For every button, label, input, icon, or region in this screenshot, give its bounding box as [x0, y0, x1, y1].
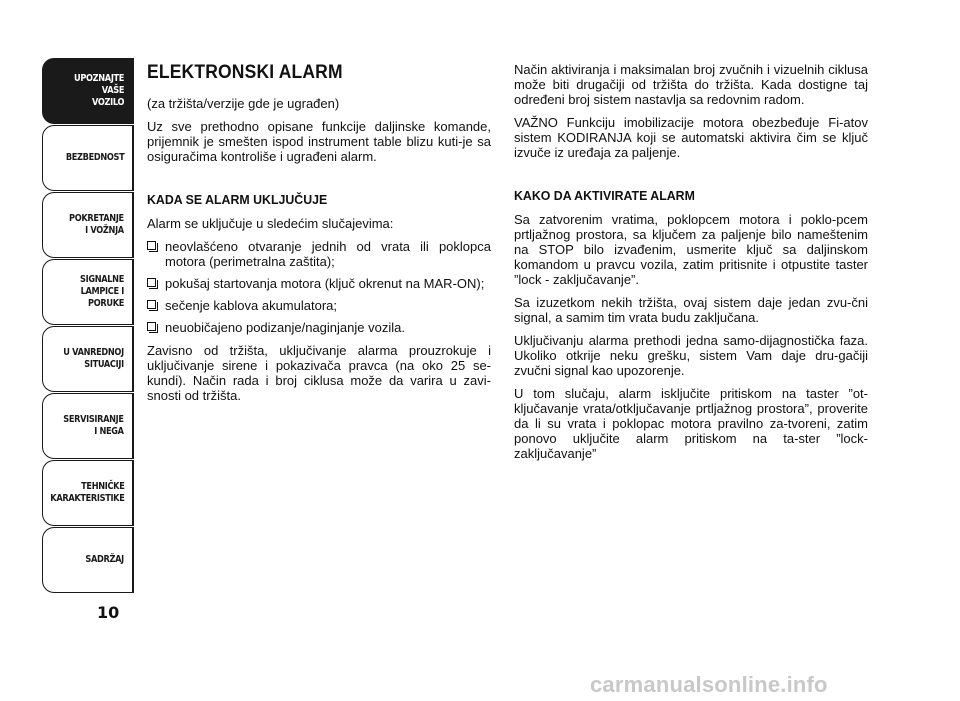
intro-paragraph: Uz sve prethodno opisane funkcije daljinske komande, prijemnik je smešten ispod instrument table blizu kuti-je sa osiguračima kontroliše i ugrađeni alarm.: [147, 119, 491, 164]
tab-pokretanje-i-voznja[interactable]: [42, 192, 134, 258]
paragraph: U tom slučaju, alarm isključite pritiskom na taster ”ot-ključavanje vrata/otključavanje prtljažnog prostora”, proverite da li su vrata i poklopac motora pravilno za-tvoreni, zatim ponovo uključite alarm pritiskom na ta-ster ”lock-zaključavanje”: [514, 386, 868, 461]
section-intro: Alarm se uključuje u sledećim slučajevima:: [147, 216, 394, 231]
page-number: 10: [97, 603, 120, 622]
tab-label: BEZBEDNOST: [65, 152, 124, 163]
list-item-text: pokušaj startovanja motora (ključ okrenut na MAR-ON);: [165, 276, 485, 291]
tab-bezbednost[interactable]: [42, 125, 134, 191]
tab-label: UPOZNAJTE VAŠE VOZILO: [73, 73, 124, 108]
tab-label: SIGNALNE LAMPICE I PORUKE: [80, 274, 124, 309]
list-item: [147, 239, 491, 269]
spacer: [147, 172, 491, 192]
checkbox-icon: [147, 322, 156, 331]
tab-label: SERVISIRANJE I NEGA: [63, 414, 124, 437]
spacer: [514, 168, 868, 188]
tab-u-vanrednoj-situaciji[interactable]: [42, 326, 134, 392]
list-item-text: sečenje kablova akumulatora;: [165, 298, 337, 313]
paragraph: Sa zatvorenim vratima, poklopcem motora i poklo-pcem prtljažnog prostora, sa ključem za paljenje bilo nameštenim na STOP bilo izvađenim, usmerite ključ sa daljinskom komandom u pravcu vozila, zatim pritisnite i otpustite taster ”lock - zaključavanje”.: [514, 212, 868, 287]
watermark: carmanualsonline.info: [590, 672, 828, 697]
checkbox-icon: [147, 241, 156, 250]
paragraph: VAŽNO Funkciju imobilizacije motora obezbeđuje Fi-atov sistem KODIRANJA koji se automatski aktivira čim se ključ izvuče iz uređaja za paljenje.: [514, 115, 868, 160]
checkbox-icon: [147, 278, 156, 287]
trigger-list: [147, 239, 491, 335]
subtitle: (za tržišta/verzije gde je ugrađen): [147, 96, 340, 111]
tab-label: TEHNIČKE KARAKTERISTIKE: [49, 481, 124, 504]
left-column: [147, 62, 491, 411]
page-title: ELEKTRONSKI ALARM: [147, 62, 343, 83]
tab-tehnicke-karakteristike[interactable]: [42, 460, 134, 526]
list-item: [147, 276, 491, 291]
tab-label: SADRŽAJ: [85, 554, 124, 565]
section-title-alarm-activation: KADA SE ALARM UKLJUČUJE: [147, 192, 328, 207]
tab-upoznajte-vase-vozilo[interactable]: [42, 58, 134, 124]
paragraph: Uključivanju alarma prethodi jedna samo-dijagnostička faza. Ukoliko otkrije neku grešku, sistem Vam daje dru-gačiji zvučni signal kao upozorenje.: [514, 333, 868, 378]
checkbox-icon: [147, 300, 156, 309]
section-title-how-to-activate: KAKO DA AKTIVIRATE ALARM: [514, 188, 695, 203]
closing-paragraph: Zavisno od tržišta, uključivanje alarma prouzrokuje i uključivanje sirene i pokazivača pravca (na oko 25 se-kundi). Način rada i broj ciklusa može da varira u zavi-snosti od tržišta.: [147, 343, 491, 403]
tab-label: U VANREDNOJ SITUACIJI: [63, 347, 124, 370]
list-item: [147, 298, 491, 313]
tab-signalne-lampice[interactable]: [42, 259, 134, 325]
paragraph: Način aktiviranja i maksimalan broj zvučnih i vizuelnih ciklusa može biti drugačiji od tržišta do tržišta. Kada dostigne taj određeni broj sistem nastavlja sa redovnim radom.: [514, 62, 868, 107]
tab-servisiranje-i-nega[interactable]: [42, 393, 134, 459]
list-item-text: neuobičajeno podizanje/naginjanje vozila.: [165, 320, 405, 335]
right-column: [514, 62, 868, 469]
paragraph: Sa izuzetkom nekih tržišta, ovaj sistem daje jedan zvu-čni signal, a samim tim vrata budu zaključana.: [514, 295, 868, 325]
tab-label: POKRETANJE I VOŽNJA: [69, 213, 124, 236]
tab-sadrzaj[interactable]: [42, 527, 134, 593]
list-item: [147, 320, 491, 335]
list-item-text: neovlašćeno otvaranje jednih od vrata ili poklopca motora (perimetralna zaštita);: [165, 239, 491, 269]
chapter-tabs: [42, 58, 134, 594]
